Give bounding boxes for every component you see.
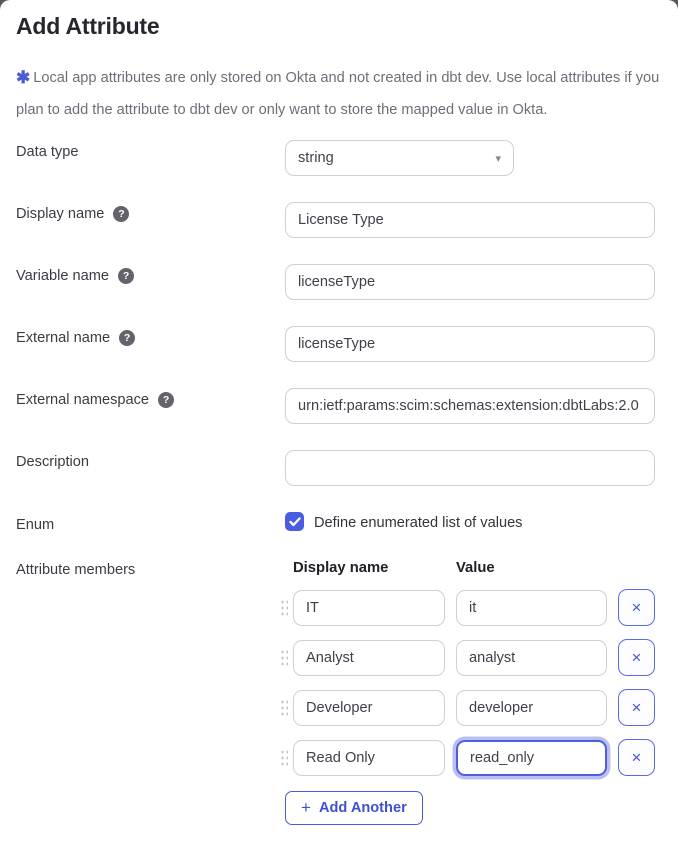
variable-name-label: Variable name ?	[16, 266, 134, 286]
help-icon[interactable]: ?	[113, 206, 129, 222]
data-type-label: Data type	[16, 144, 79, 160]
check-icon	[289, 517, 301, 527]
dialog-title: Add Attribute	[16, 13, 160, 39]
asterisk-icon: ✱	[16, 68, 31, 87]
enum-checkbox[interactable]	[285, 512, 304, 531]
external-name-input[interactable]	[285, 326, 655, 362]
remove-row-button[interactable]	[618, 589, 655, 626]
add-another-label: Add Another	[318, 800, 407, 816]
description-label: Description	[16, 454, 89, 470]
member-display-input[interactable]	[293, 640, 445, 676]
data-type-selected-value: string	[298, 150, 334, 166]
enum-checkbox-label: Define enumerated list of values	[314, 515, 523, 531]
add-another-button[interactable]	[285, 791, 423, 825]
plus-icon: +	[301, 798, 311, 817]
external-name-label: External name ?	[16, 328, 135, 348]
drag-handle-icon[interactable]	[280, 649, 288, 666]
member-value-input-focused[interactable]	[456, 740, 607, 776]
enum-label: Enum	[16, 517, 55, 533]
external-namespace-input[interactable]	[285, 388, 655, 424]
display-name-label: Display name ?	[16, 204, 129, 224]
help-icon[interactable]: ?	[119, 330, 135, 346]
drag-handle-icon[interactable]	[280, 699, 288, 716]
local-attribute-note	[16, 62, 666, 126]
close-icon: ×	[631, 748, 642, 767]
close-icon: ×	[631, 698, 642, 717]
drag-handle-icon[interactable]	[280, 749, 288, 766]
member-value-input[interactable]	[456, 690, 607, 726]
variable-name-input[interactable]	[285, 264, 655, 300]
member-value-input[interactable]	[456, 590, 607, 626]
chevron-down-icon: ▾	[495, 152, 501, 165]
attribute-members-label: Attribute members	[16, 562, 136, 578]
remove-row-button[interactable]	[618, 689, 655, 726]
note-text: Local app attributes are only stored on Okta and not created in dbt dev. Use local attributes if you plan to add the attribute to dbt dev or only want to store the mapped value in Okta.	[16, 70, 660, 118]
remove-row-button[interactable]	[618, 639, 655, 676]
member-display-input[interactable]	[293, 590, 445, 626]
help-icon[interactable]: ?	[158, 392, 174, 408]
help-icon[interactable]: ?	[118, 268, 134, 284]
member-display-input[interactable]	[293, 690, 445, 726]
members-column-display-name: Display name	[293, 560, 389, 576]
remove-row-button[interactable]	[618, 739, 655, 776]
display-name-input[interactable]	[285, 202, 655, 238]
external-namespace-label: External namespace ?	[16, 390, 174, 410]
members-column-value: Value	[456, 560, 495, 576]
drag-handle-icon[interactable]	[280, 599, 288, 616]
data-type-select[interactable]	[285, 140, 514, 176]
close-icon: ×	[631, 598, 642, 617]
member-value-input[interactable]	[456, 640, 607, 676]
member-display-input[interactable]	[293, 740, 445, 776]
close-icon: ×	[631, 648, 642, 667]
description-input[interactable]	[285, 450, 655, 486]
